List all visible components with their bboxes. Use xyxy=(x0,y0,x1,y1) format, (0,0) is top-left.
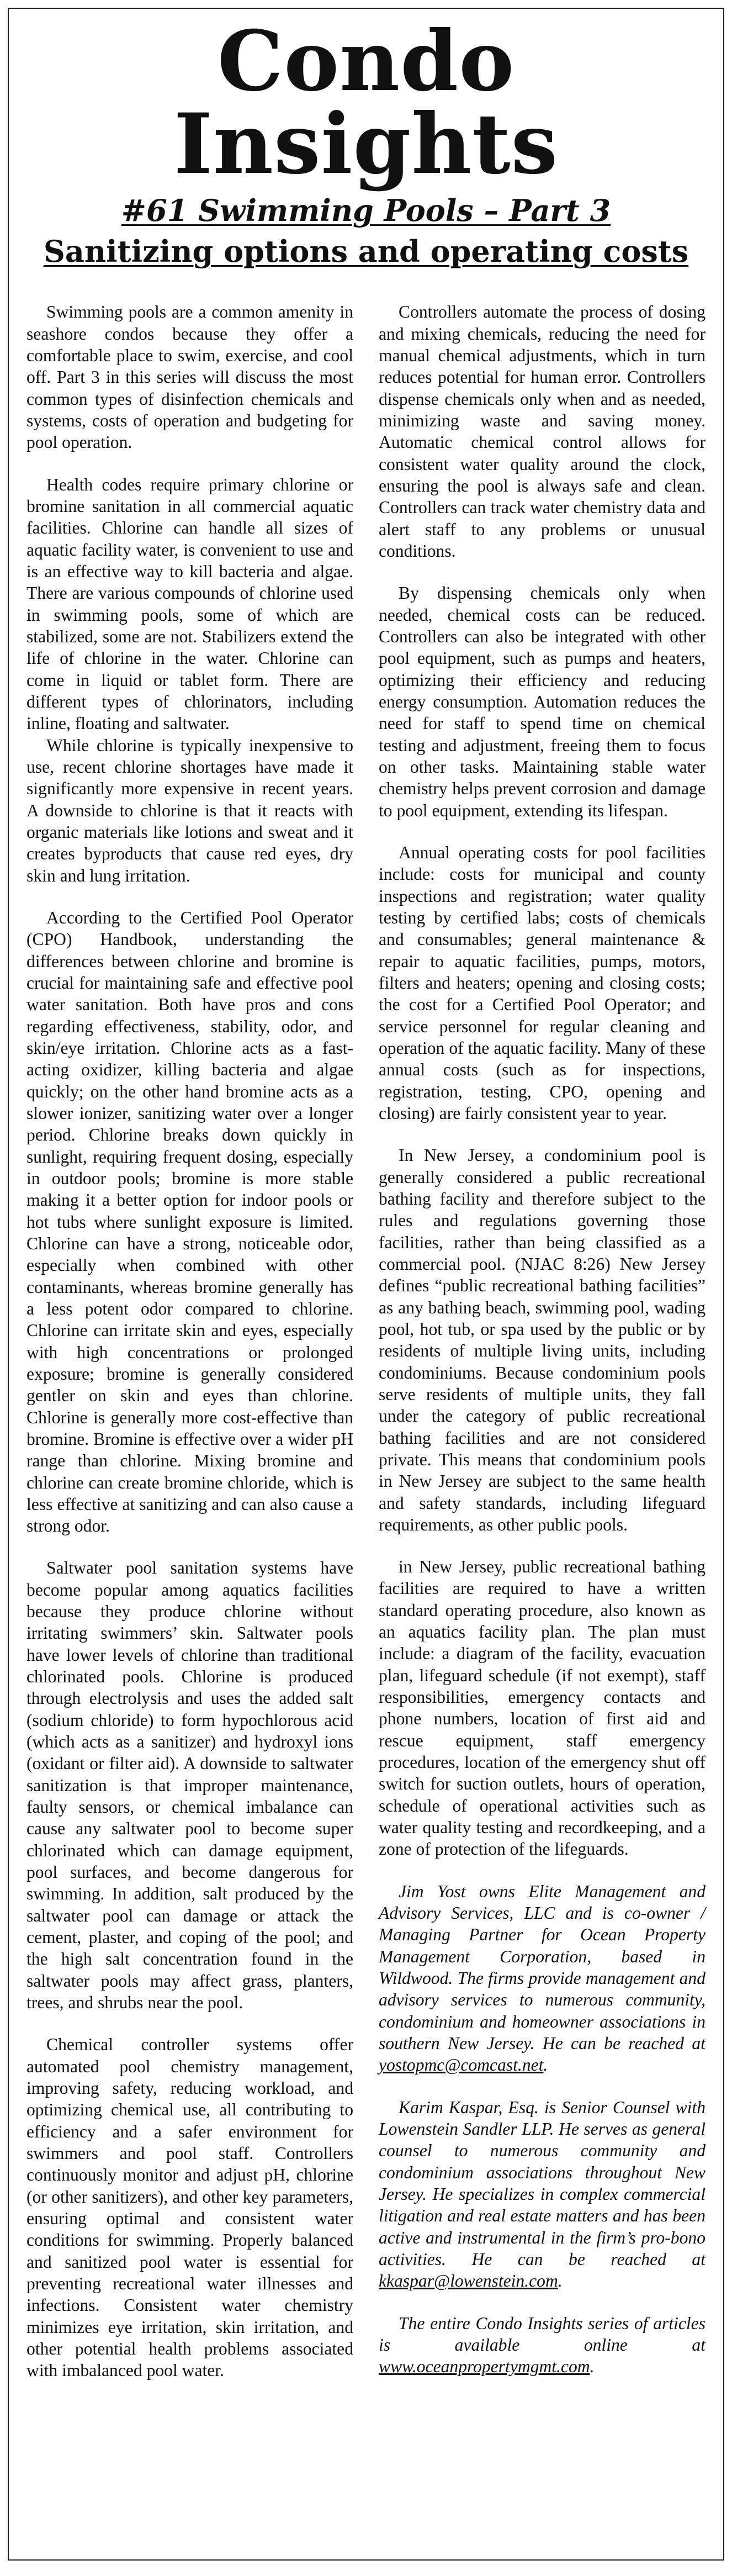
series-text: The entire Condo Insights series of articles is available online at xyxy=(379,2313,706,2355)
article-body xyxy=(26,301,706,2401)
paragraph-intro: Swimming pools are a common amenity in seashore condos because they offer a comfortable place to swim, exercise, and cool off. Part 3 in this series will discuss the most common types of disinfection chemicals and systems, costs of operation and budgeting for pool operation. xyxy=(26,302,353,452)
author-bio-yost xyxy=(379,1881,706,2076)
paragraph-operating-costs: Annual operating costs for pool facilities include: costs for municipal and county inspections and registration; water quality testing by certified labs; costs of chemicals and consumables; general maintenance & repair to aquatic facilities, pumps, motors, filters and heaters; opening and closing costs; the cost for a Certified Pool Operator; and service personnel for regular cleaning and operation of the aquatic facility. Many of these annual costs (such as for inspections, registration, testing, CPO, opening and closing) are fairly consistent year to year. xyxy=(379,842,706,1123)
series-period: . xyxy=(590,2357,595,2377)
paragraph-facility-plan: in New Jersey, public recreational bathing facilities are required to have a written standard operating procedure, also known as an aquatics facility plan. The plan must include: a diagram of the facility, evacuation plan, lifeguard schedule (if not exempt), staff responsibilities, emergency contacts and phone numbers, location of first aid and rescue equipment, staff emergency procedures, location of the emergency shut off switch for suction outlets, hours of operation, schedule of operational activities such as water quality testing and recordkeeping, and a zone of protection of the lifeguards. xyxy=(379,1557,706,1859)
paragraph-controllers: Chemical controller systems offer automated pool chemistry management, improving safety, reducing workload, and optimizing chemical use, all contributing to efficiency and a safer environment for swimmers and pool staff. Controllers continuously monitor and adjust pH, chlorine (or other sanitizers), and other key parameters, ensuring optimal and consistent water conditions for swimming. Properly balanced and sanitized pool water is essential for preventing recreational water illnesses and infections. Consistent water chemistry minimizes eye irritation, skin irritation, and other potential health problems associated with imbalanced pool water. xyxy=(26,2035,353,2380)
paragraph-chemical-costs: By dispensing chemicals only when needed, chemical costs can be reduced. Controllers can also be integrated with other pool equipment, such as pumps and heaters, optimizing their efficiency and reducing energy consumption. Automation reduces the need for staff to spend time on chemical testing and adjustment, freeing them to focus on other tasks. Maintaining stable water chemistry helps prevent corrosion and damage to pool equipment, extending its lifespan. xyxy=(379,583,706,820)
left-column xyxy=(26,301,353,2401)
paragraph-chlorine-vs-bromine: According to the Certified Pool Operator (CPO) Handbook, understanding the differences between chlorine and bromine is crucial for maintaining safe and effective pool water sanitation. Both have pros and cons regarding effectiveness, stability, odor, and skin/eye irritation. Chlorine acts as a fast-acting oxidizer, killing bacteria and algae quickly; on the other hand bromine acts as a slower ionizer, sanitizing water over a longer period. Chlorine breaks down quickly in sunlight, requiring frequent dosing, especially in outdoor pools; bromine is more stable making it a better option for indoor pools or hot tubs where sunlight exposure is limited. Chlorine can have a strong, noticeable odor, especially when combined with other contaminants, whereas bromine generally has a less potent odor compared to chlorine. Chlorine can irritate skin and eyes, especially with high concentrations or prolonged exposure; bromine is generally considered gentler on skin and eyes than chlorine. Chlorine is generally more cost-effective than bromine. Bromine is effective over a wider pH range than chlorine. Mixing bromine and chlorine can create bromine chloride, which is less effective at sanitizing and can also cause a strong odor. xyxy=(26,907,353,1536)
masthead-title: Condo Insights xyxy=(173,13,559,193)
paragraph-controllers-automate: Controllers automate the process of dosing and mixing chemicals, reducing the need for manual chemical adjustments, which in turn reduces potential for human error. Controllers dispense chemicals only when and as needed, minimizing waste and saving money. Automatic chemical control allows for consistent water quality around the clock, ensuring the pool is always safe and clean. Controllers can track water chemistry data and alert staff to any problems or unusual conditions. xyxy=(379,302,706,561)
bio-period: . xyxy=(558,2271,563,2291)
website-link[interactable]: www.oceanpropertymgmt.com xyxy=(379,2357,590,2377)
newsletter-page xyxy=(8,8,724,2561)
author-bio-kaspar xyxy=(379,2097,706,2292)
right-column xyxy=(379,301,706,2401)
paragraph-saltwater: Saltwater pool sanitation systems have become popular among aquatics facilities because they produce chlorine without irritating swimmers’ skin. Saltwater pools have lower levels of chlorine than traditional chlorinated pools. Chlorine is produced through electrolysis and uses the added salt (sodium chloride) to form hypochlorous acid (which acts as a sanitizer) and hydroxyl ions (oxidant or filter aid). A downside to saltwater sanitization is that improper maintenance, faulty sensors, or chemical imbalance can cause any saltwater pool to become super chlorinated which can damage equipment, pool surfaces, and become dangerous for swimming. In addition, salt produced by the saltwater pool can damage or attack the cement, plaster, and coping of the pool; and the high salt concentration found in the saltwater pools may affect grass, planters, trees, and shrubs near the pool. xyxy=(26,1558,353,2013)
email-link-yost[interactable]: yostopmc@comcast.net xyxy=(379,2055,544,2075)
article-subtitle: Sanitizing options and operating costs xyxy=(43,233,689,269)
paragraph-nj-regulations: In New Jersey, a condominium pool is generally considered a public recreational bathing facility and therefore subject to the rules and regulations governing those facilities, rather than being classified as a commercial pool. (NJAC 8:26) New Jersey defines “public recreational bathing facilities” as any bathing beach, swimming pool, wading pool, hot tub, or spa used by the public or by residents of multiple living units, including condominiums. Because condominium pools serve residents of multiple units, they fall under the category of public recreational bathing facilities and are not considered private. This means that condominium pools in New Jersey are subject to the same health and safety standards, including lifeguard requirements, as other public pools. xyxy=(379,1146,706,1534)
paragraph-health-codes: Health codes require primary chlorine or bromine sanitation in all commercial aquatic facilities. Chlorine can handle all sizes of aquatic facility water, is convenient to use and is an effective way to kill bacteria and algae. There are various compounds of chlorine used in swimming pools, some of which are stabilized, some are not. Stabilizers extend the life of chlorine in the water. Chlorine can come in liquid or tablet form. There are different types of chlorinators, including inline, floating and saltwater. xyxy=(26,474,353,733)
bio-period: . xyxy=(543,2055,548,2075)
paragraph-chlorine-cost: While chlorine is typically inexpensive to use, recent chlorine shortages have made it significantly more expensive in recent years. A downside to chlorine is that it reacts with organic materials like lotions and sweat and it creates byproducts that cause red eyes, dry skin and lung irritation. xyxy=(26,735,353,885)
email-link-kaspar[interactable]: kkaspar@lowenstein.com xyxy=(379,2271,558,2291)
article-number-title: #61 Swimming Pools – Part 3 xyxy=(121,193,611,228)
bio-text: Jim Yost owns Elite Management and Advisory Services, LLC and is co-owner / Managing Partner for Ocean Property Management Corporation, based in Wildwood. The firms provide management and advisory services to numerous community, condominium and homeowner associations in southern New Jersey. He can be reached at xyxy=(379,1881,706,2054)
series-note xyxy=(379,2313,706,2378)
bio-text: Karim Kaspar, Esq. is Senior Counsel with Lowenstein Sandler LLP. He serves as general counsel to numerous community and condominium associations throughout New Jersey. He specializes in complex commercial litigation and real estate matters and has been active and instrumental in the firm’s pro-bono activities. He can be reached at xyxy=(379,2097,706,2269)
